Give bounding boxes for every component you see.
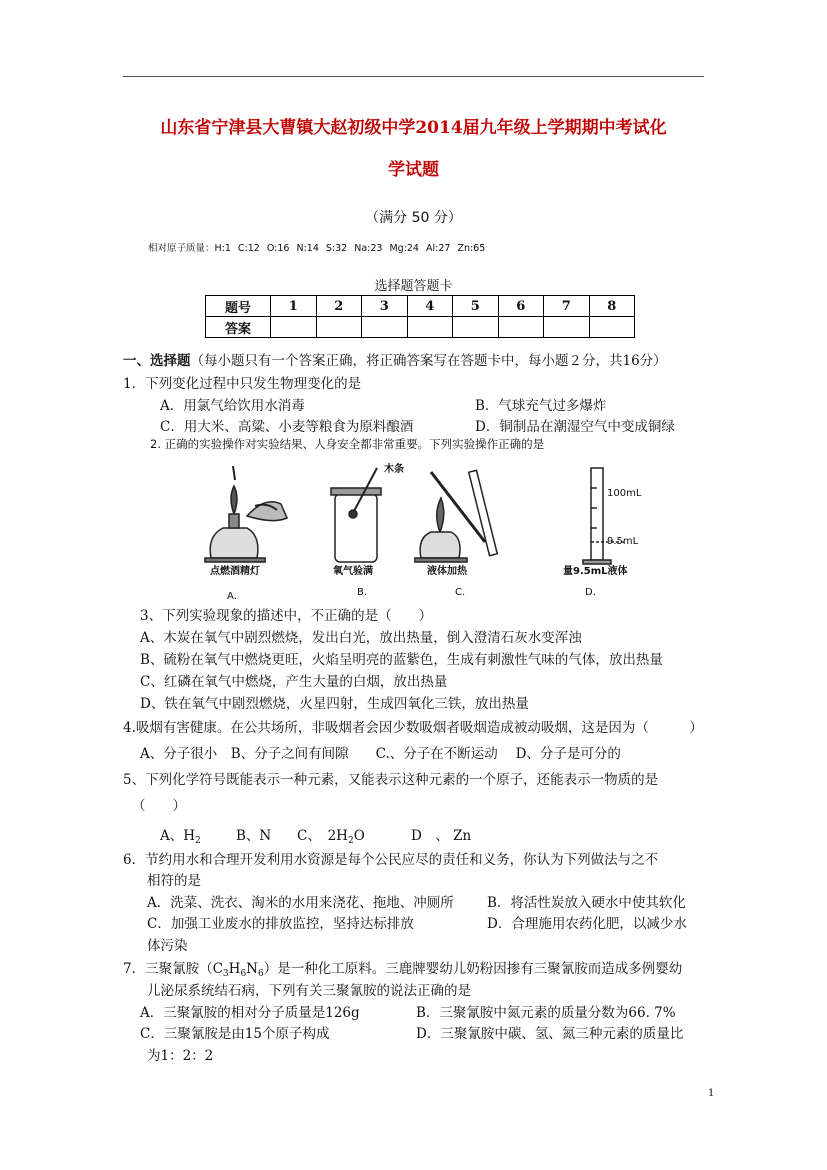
- q7-option-d-cont: 为1：2：2: [147, 1048, 214, 1064]
- answer-card-title: 选择题答题卡: [374, 279, 453, 294]
- answer-cell[interactable]: [407, 317, 453, 338]
- q3-option-a: A、木炭在氧气中剧烈燃烧，发出白光，放出热量，倒入澄清石灰水变浑浊: [140, 630, 582, 646]
- header-rule: [123, 76, 704, 77]
- q7-stem-pre: 7．三聚氰胺（C: [123, 961, 223, 977]
- alcohol-lamp-lighting-icon: [205, 466, 287, 562]
- q3-option-c: C、红磷在氧气中燃烧，产生大量的白烟，放出热量: [140, 674, 448, 690]
- answer-cell[interactable]: [498, 317, 544, 338]
- section1-note: （每小题只有一个答案正确，将正确答案写在答题卡中，每小题２分，共16分）: [190, 353, 667, 369]
- q7-stem-post: ）是一种化工原料。三鹿牌婴幼儿奶粉因掺有三聚氰胺而造成多例婴幼: [263, 961, 683, 977]
- q5-option-b: B、N: [236, 828, 272, 844]
- q2-label-b: 氧气验满: [333, 566, 373, 577]
- answer-cell[interactable]: [316, 317, 362, 338]
- q5-option-a: [160, 824, 201, 846]
- header-cell: 8: [589, 296, 635, 317]
- q1-option-a: A．用氯气给饮用水消毒: [160, 398, 305, 414]
- atomic-mass-line: 相对原子质量：H:1 C:12 O:16 N:14 S:32 Na:23 Mg:24 Al:27 Zn:65: [148, 243, 486, 254]
- q6-stem-line2: 相符的是: [147, 873, 201, 889]
- q7-option-a: A．三聚氰胺的相对分子质量是126g: [140, 1005, 360, 1021]
- graduated-cylinder-icon: [583, 468, 625, 564]
- q1-option-b: B．气球充气过多爆炸: [475, 398, 607, 414]
- answer-card-table: [205, 295, 635, 338]
- answer-cell[interactable]: [271, 317, 317, 338]
- score-note: （满分 50 分）: [365, 210, 462, 226]
- header-cell: 5: [453, 296, 499, 317]
- q7-sub-c: 3: [222, 969, 229, 979]
- q2-letter-a: A．: [227, 591, 244, 602]
- q1-option-c: C．用大米、高粱、小麦等粮食为原料酿酒: [160, 419, 414, 435]
- q7-option-b: B．三聚氰胺中氮元素的质量分数为66. 7%: [416, 1005, 676, 1021]
- q7-h: H: [228, 961, 241, 977]
- liquid-heating-icon: [415, 470, 497, 562]
- q7-stem-line1: [123, 957, 682, 979]
- answer-label-cell: 答案: [206, 317, 271, 338]
- answer-cell[interactable]: [544, 317, 590, 338]
- q7-option-d: D．三聚氰胺中碳、氢、氮三种元素的质量比: [416, 1026, 684, 1042]
- answer-cell[interactable]: [362, 317, 408, 338]
- header-cell: 6: [498, 296, 544, 317]
- q5-option-a-text: A、H: [160, 828, 196, 844]
- header-cell: 3: [362, 296, 408, 317]
- q2-label-a: 点燃酒精灯: [210, 566, 260, 577]
- cylinder-100ml-label: 100mL: [607, 488, 642, 499]
- wood-stick-label: 木条: [384, 464, 404, 475]
- q5-paren: （ ）: [132, 798, 186, 814]
- q6-stem-line1: 6．节约用水和合理开发利用水资源是每个公民应尽的责任和义务，你认为下列做法与之不: [123, 852, 659, 868]
- header-cell: 4: [407, 296, 453, 317]
- q7-n: N: [246, 961, 258, 977]
- q5-option-c: [297, 824, 365, 846]
- q5-option-d: D 、 Zn: [411, 828, 472, 844]
- q1-option-d: D．铜制品在潮湿空气中变成铜绿: [475, 419, 675, 435]
- answer-card-header-row: [206, 296, 635, 317]
- q2-letter-c: C.: [455, 587, 466, 598]
- q3-stem: 3、下列实验现象的描述中，不正确的是（ ）: [140, 608, 433, 624]
- q3-option-d: D、铁在氧气中剧烈燃烧，火星四射，生成四氧化三铁，放出热量: [140, 696, 529, 712]
- q2-apparatus-figure: [195, 458, 675, 578]
- q2-stem: 2. 正确的实验操作对实验结果、人身安全都非常重要。下列实验操作正确的是: [150, 437, 545, 451]
- q6-option-c: C．加强工业废水的排放监控，坚持达标排放: [147, 916, 414, 932]
- section1-header: [123, 349, 667, 369]
- q4-options: A、分子很小 B、分子之间有间隙 C.、分子在不断运动 D、分子是可分的: [140, 746, 621, 762]
- q5-option-c-text: C、 2H: [297, 828, 348, 844]
- q7-option-c: C．三聚氰胺是由15个原子构成: [140, 1026, 330, 1042]
- q7-sub-h: 6: [240, 969, 247, 979]
- q5-option-c-tail: O: [353, 828, 365, 844]
- q2-label-d: 量9.5mL液体: [563, 566, 628, 577]
- q3-option-b: B、硫粉在氧气中燃烧更旺，火焰呈明亮的蓝紫色，生成有刺激性气味的气体，放出热量: [140, 652, 663, 668]
- page-number: 1: [708, 1088, 715, 1099]
- answer-cell[interactable]: [589, 317, 635, 338]
- q5-stem: 5、下列化学符号既能表示一种元素，又能表示这种元素的一个原子，还能表示一物质的是: [123, 772, 659, 788]
- header-cell: 2: [316, 296, 362, 317]
- q6-option-a: A．洗菜、洗衣、淘米的水用来浇花、拖地、冲厕所: [147, 895, 454, 911]
- q5-option-a-sub: 2: [195, 836, 201, 846]
- q6-option-b: B．将活性炭放入硬水中使其软化: [487, 895, 686, 911]
- q6-option-d-cont: 体污染: [147, 938, 188, 954]
- q1-stem: 1．下列变化过程中只发生物理变化的是: [123, 376, 362, 392]
- q7-stem-line2: 儿泌尿系统结石病，下列有关三聚氰胺的说法正确的是: [147, 983, 471, 999]
- q4-stem: 4.吸烟有害健康。在公共场所，非吸烟者会因少数吸烟者吸烟造成被动吸烟，这是因为（ ）: [123, 720, 703, 736]
- q5-option-c-sub: 2: [347, 836, 354, 846]
- section1-heading: 一、选择题: [123, 353, 191, 369]
- q2-label-c: 液体加热: [427, 566, 467, 577]
- q2-letter-d: D.: [585, 587, 596, 598]
- cylinder-9-5ml-label: 9.5mL: [607, 536, 639, 547]
- doc-title-line2: 学试题: [388, 160, 439, 180]
- oxygen-test-bottle-icon: [331, 468, 381, 562]
- answer-cell[interactable]: [453, 317, 499, 338]
- doc-title-line1: 山东省宁津县大曹镇大赵初级中学2014届九年级上学期期中考试化: [160, 118, 667, 138]
- q2-letter-b: B.: [357, 587, 368, 598]
- header-cell: 1: [271, 296, 317, 317]
- answer-card-answer-row: [206, 317, 635, 338]
- q6-option-d: D．合理施用农药化肥，以减少水: [487, 916, 687, 932]
- header-cell: 7: [544, 296, 590, 317]
- header-cell: 题号: [206, 296, 271, 317]
- q7-sub-n: 6: [257, 969, 264, 979]
